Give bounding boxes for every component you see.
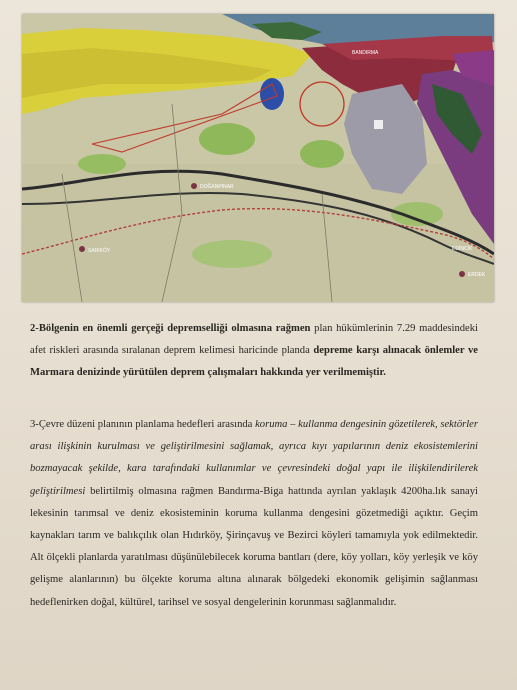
land-use-map [22,14,494,302]
green-area-4 [192,240,272,268]
map-label-village1: SARIKÖY [88,248,111,254]
paragraph-2-tail: depreme karşı alınacak önlemler ve Marmara denizinde yürütülen deprem çalışmaları hakkında yer verilmemiştir. [30,345,478,379]
paragraph-3-italic: koruma – kullanma dengesinin gözetilerek, sektörler arası ilişkinin kurulması ve geliştirilmesini sağlamak, ayrıca kıyı yapılarının deniz ekosistemlerini bozmayacak şekilde, kara tarafındaki kullanımlar ve çevresindeki doğal yapı ile ilişkilendirilerek geliştirilmesi [30,419,479,497]
green-area-3 [78,154,126,174]
small-lake [260,78,284,110]
paragraph-2-lead: 2-Bölgenin en önemli gerçeği depremselliği olmasına rağmen [30,323,311,334]
map-label-village2: ERDEK [468,272,486,278]
map-label-town2: EDİNCİK [452,246,473,252]
map-graphic [22,14,494,302]
green-area-2 [300,140,344,168]
map-label-town1: DOĞANPINAR [200,184,234,190]
paragraph-2-body: plan hükümlerinin 7.29 maddesindeki afet riskleri arasında sıralanan deprem kelimesi haricinde planda [30,323,478,357]
settlement-dot [191,183,197,189]
paragraph-3-body: belirtilmiş olmasına rağmen Bandırma-Biga hattında ayrılan yaklaşık 4200ha.lık sanayi lekesinin tarımsal ve deniz ekosisteminin koruma kullanma dengesini gözetmediği açıktır. Geçim kaynakları tarım ve balıkçılık olan Hıdırköy, Şirinçavuş ve Bezirci köyleri tamamıyla yok edilmektedir. Alt ölçekli planlarda yaratılması düşünülebilecek koruma bantları (dere, köy yolları, köy yerleşik ve köy gelişme alanlarının) bu ölçekte koruma altına alınarak bölgedeki ekonomik gelişimin sağlanması hedeflenirken doğal, kültürel, tarihsel ve sosyal dengelerinin korunması sağlanmalıdır. [30,485,478,608]
map-lower-terrain [22,164,494,302]
map-label-city: BANDIRMA [352,50,379,56]
paragraph-3-lead: 3-Çevre düzeni planının planlama hedefleri arasında [30,419,256,430]
airport-icon [374,120,383,129]
paragraph-3 [30,414,478,614]
paragraph-2 [30,318,478,385]
settlement-dot [459,271,465,277]
settlement-dot [79,246,85,252]
green-area-1 [199,123,255,155]
